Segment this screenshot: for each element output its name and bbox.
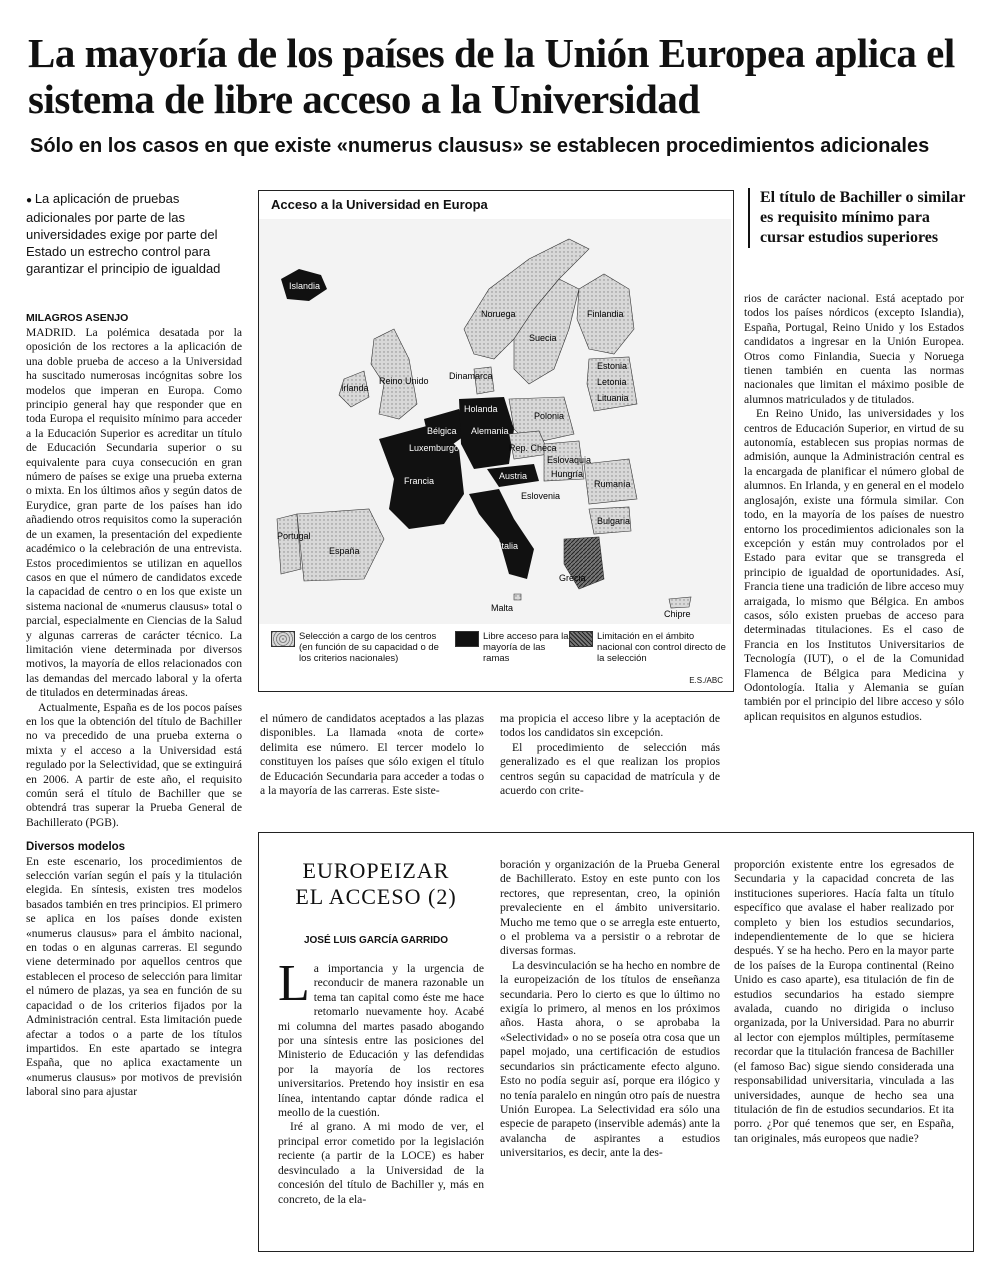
map-label-estonia: Estonia bbox=[597, 361, 628, 371]
europe-map bbox=[259, 219, 731, 624]
map-label-reino-unido: Reino Unido bbox=[379, 376, 429, 386]
lead-text: La aplicación de pruebas adicionales por parte de las universidades exige por parte del Estado un estrecho control para garantizar el principio de igualdad bbox=[26, 191, 221, 276]
map-label-finlandia: Finlandia bbox=[587, 309, 624, 319]
map-label-dinamarca: Dinamarca bbox=[449, 371, 493, 381]
headline: La mayoría de los países de la Unión Europea aplica el sistema de libre acceso a la Universidad bbox=[28, 30, 955, 122]
map-label-espana: España bbox=[329, 546, 360, 556]
map-label-italia: Italia bbox=[499, 541, 519, 551]
map-label-letonia: Letonia bbox=[597, 377, 627, 387]
map-title: Acceso a la Universidad en Europa bbox=[271, 197, 488, 212]
map-label-islandia: Islandia bbox=[289, 281, 321, 291]
map-label-rumania: Rumanía bbox=[594, 479, 631, 489]
map-label-irlanda: Irlanda bbox=[341, 383, 369, 393]
article-column-2 bbox=[260, 712, 484, 798]
paragraph: En este escenario, los procedimientos de selección varían según el país y la titulación elegida. En síntesis, existen tres modelos basados también en tres principios. El primero se aplica en los países donde existen «numerus clausus» para el ámbito nacional, en todas o en algunas carreras. El segundo viene determinado por aquellos centros que establecen el proceso de selección para limitar el número de plazas, ya sea en función de su capacidad o de los criterios fijados por la Administración central. Esta limitación puede afectar a todos o a parte de los títulos impartidos. En este apartado se integra España, que no aplica exactamente un «numerus clausus» por motivos de previsión laboral sino para ajustar bbox=[26, 854, 242, 1099]
article-column-4 bbox=[744, 292, 964, 724]
map-label-portugal: Portugal bbox=[277, 531, 311, 541]
map-label-rep-checa: Rep. Checa bbox=[509, 443, 557, 453]
paragraph-text: a importancia y la urgencia de reconducir de manera razonable un tema tan capital como éste me hace retomarlo nuevamente hoy. Acabé mi columna del martes pasado abogando por una síntesis entre las posiciones del Ministerio de Educación y las defendidas por la mayoría de los rectores universitarios. Pretendo hoy insistir en esa línea, intentando captar dónde radica el meollo de la cuestión. bbox=[278, 962, 484, 1120]
legend-label: Selección a cargo de los centros (en función de su capacidad o de los criterios nacionales) bbox=[299, 631, 439, 664]
legend-swatch bbox=[569, 631, 593, 647]
paragraph: rios de carácter nacional. Está aceptado por todos los países nórdicos (excepto Islandia), España, Portugal, Reino Unido y los Estados candidatos a ingresar en la Unión Europea. Otros como Finlandia, Suecia y Noruega tienen también en cuenta las normas nacionales que limitan el máximo posible de alumnos matriculados y de titulados. bbox=[744, 292, 964, 406]
map-infographic bbox=[258, 190, 734, 692]
map-label-alemania: Alemania bbox=[471, 426, 509, 436]
legend-swatch bbox=[271, 631, 295, 647]
map-label-grecia: Grecia bbox=[559, 573, 586, 583]
map-label-luxemburgo: Luxemburgo bbox=[409, 443, 460, 453]
paragraph bbox=[278, 955, 484, 1120]
map-label-holanda: Holanda bbox=[464, 404, 498, 414]
paragraph: En Reino Unido, las universidades y los centros de Educación Superior, en virtud de su autonomía, establecen sus propias normas de admisión, aunque la Administración central es la encargada de planificar el número global de alumnos. En Irlanda, y en general en el modelo anglosajón, existe una fórmula similar. Con todo, en la mayoría de los países de nuestro entorno los procedimientos adicionales son la excepción y están muy controlados por el Estado para evitar que se transgreda el principio de igualdad de oportunidades. Así, Francia tiene una tradición de libre acceso muy arraigada, lo mismo que Bélgica. En ambos casos, sólo existen pruebas de acceso para determinadas titulaciones. Es el caso de Francia en los Institutos Universitarios de Tecnología (IUT), o el de la Comunidad Flamenca de Bélgica para Medicina y Odontología. Italia y Alemania se guían también por el principio del libre acceso y sólo aplican requisitos en algunos estudios. bbox=[744, 407, 964, 723]
map-label-hungria: Hungría bbox=[551, 469, 584, 479]
article-column-3 bbox=[500, 712, 720, 798]
country-chipre bbox=[669, 597, 691, 608]
legend-label: Libre acceso para la mayoría de las ramas bbox=[483, 631, 569, 664]
map-label-belgica: Bélgica bbox=[427, 426, 457, 436]
byline: MILAGROS ASENJO bbox=[26, 312, 129, 324]
article-column-1 bbox=[26, 326, 242, 1100]
map-label-polonia: Polonia bbox=[534, 411, 565, 421]
paragraph: boración y organización de la Prueba General de Bachillerato. Estoy en este punto con los rectores, que representan, creo, la opinión prevaleciente en el ámbito universitario. Mucho me temo que o se arregla este entuerto, o el problema va a persistir o a rebrotar de diversas formas. bbox=[500, 858, 720, 958]
opinion-author: JOSÉ LUIS GARCÍA GARRIDO bbox=[303, 935, 449, 946]
opinion-column-1 bbox=[278, 955, 484, 1207]
legend-swatch bbox=[455, 631, 479, 647]
paragraph: proporción existente entre los egresados de Secundaria y la capacidad concreta de las instituciones superiores. Hacía falta un título específico que avalase el haber realizado por completo y bien los estudios secundarios, independientemente de lo que se hiciera después. Y se ha hecho. Pero en la mayor parte de los países de la Europa continental (Reino Unido es caso aparte), esa titulación de fin de estudios secundarios ha estado siempre avalada, cuando no dirigida o incluso organizada, por la Universidad. Para no aburrir al lector con ejemplos múltiples, permítaseme recordar que la titulación francesa de Bachiller (el famoso Bac) sigue siendo considerada una responsabilidad universitaria, vinculada a las universidades, aunque de hecho sea una titulación de fin de estudios secundarios. Et ita porro. ¿Por qué tenemos que ser, en España, tan originales, más europeos que nadie? bbox=[734, 858, 954, 1145]
map-label-suecia: Suecia bbox=[529, 333, 557, 343]
map-label-eslovenia: Eslovenia bbox=[521, 491, 561, 501]
map-label-noruega: Noruega bbox=[481, 309, 516, 319]
pull-quote: El título de Bachiller o similar es requisito mínimo para cursar estudios superiores bbox=[748, 188, 975, 248]
paragraph: ma propicia el acceso libre y la aceptación de todos los candidatos sin excepción. bbox=[500, 712, 720, 740]
country-portugal bbox=[277, 514, 301, 574]
subheading: Diversos modelos bbox=[26, 841, 126, 854]
opinion-title: EUROPEIZAR EL ACCESO (2) bbox=[295, 858, 457, 909]
map-label-austria: Austria bbox=[499, 471, 528, 481]
lead-paragraph bbox=[26, 190, 236, 277]
map-label-lituania: Lituania bbox=[597, 393, 629, 403]
map-label-eslovaquia: Eslovaquia bbox=[547, 455, 592, 465]
subheadline: Sólo en los casos en que existe «numerus clausus» se establecen procedimientos adicionales bbox=[30, 135, 930, 157]
opinion-column-2 bbox=[500, 858, 720, 1161]
paragraph: Actualmente, España es de los pocos países en los que la obtención del título de Bachiller no va precedido de una prueba externa o mixta y el acceso a la Universidad está regulado por la Selectividad, que se extinguirá en 2006. A partir de este año, el requisito común será el título de Bachiller que se obtendrá tras superar la Prueba General de Bachillerato (PGB). bbox=[26, 700, 242, 829]
map-credit: E.S./ABC bbox=[689, 676, 723, 685]
map-label-bulgaria: Bulgaria bbox=[597, 516, 631, 526]
bullet-icon: ● bbox=[26, 195, 35, 206]
legend-label: Limitación en el ámbito nacional con control directo de la selección bbox=[597, 631, 726, 664]
map-label-francia: Francia bbox=[404, 476, 435, 486]
map-label-chipre: Chipre bbox=[664, 609, 691, 619]
paragraph: El procedimiento de selección más generalizado es el que realizan los propios centros según su capacidad de matrícula y de acuerdo con crite- bbox=[500, 740, 720, 798]
map-label-malta: Malta bbox=[491, 603, 514, 613]
paragraph: La desvinculación se ha hecho en nombre de la europeización de los títulos de enseñanza secundaria. Pero lo cierto es que lo último no exigía lo primero, al menos en los próximos años. Hasta ahora, o se aprobaba la «Selectividad» o no se poseía otra cosa que un papel mojado, una certificación de estudios secundarios sin prácticamente efecto alguno. Esto no podía seguir así, porque era ilógico y no tenía paralelo en ningún otro país de nuestra Unión Europea. La Selectividad era sólo una especie de parapeto (inservible además) ante la avalancha de aspirantes a estudios universitarios, es decir, ante la des- bbox=[500, 958, 720, 1160]
paragraph: Iré al grano. A mi modo de ver, el principal error cometido por la legislación reciente (a partir de la LOCE) es haber desvinculado a la Universidad de la concesión del título de Bachiller y, más en concreto, de la ela- bbox=[278, 1120, 484, 1206]
country-malta bbox=[514, 594, 521, 600]
drop-cap: L bbox=[278, 955, 310, 1012]
paragraph: el número de candidatos aceptados a las plazas disponibles. La llamada «nota de corte» delimita ese número. El tercer modelo lo constituyen los países que sólo exigen el título de Educación Secundaria para acceder a todas o a la mayoría de las carreras. Este siste- bbox=[260, 712, 484, 798]
paragraph: MADRID. La polémica desatada por la oposición de los rectores a la aplicación de una doble prueba de acceso a la Universidad ha suscitado numerosas incógnitas sobre los modelos que imperan en Europa. Como principio general hay que responder que en toda Europa el requisito mínimo para acceder a la Educación Superior es acreditar un título de Educación Secundaria superior o su equivalente para cuya consecución en gran número de países se exige una prueba externa o mixta. En los últimos años y según datos de Eurydice, gran parte de los países han ido añadiendo otros requisitos como la superación de un examen, la presentación del expediente académico o la celebración de una entrevista. Estos procedimientos se utilizan en aquellos casos en que el número de candidatos excede la capacidad de centro o en los que existe un sistema nacional de «numerus clausus» total o parcial, especialmente en Ciencias de la Salud y algunas carreras de carácter técnico. La limitación viene determinada por diversos motivos, la mayoría de ellos relacionados con las demandas del mercado laboral y la oferta de titulados en determinadas áreas. bbox=[26, 326, 242, 700]
opinion-column-3 bbox=[734, 858, 954, 1146]
